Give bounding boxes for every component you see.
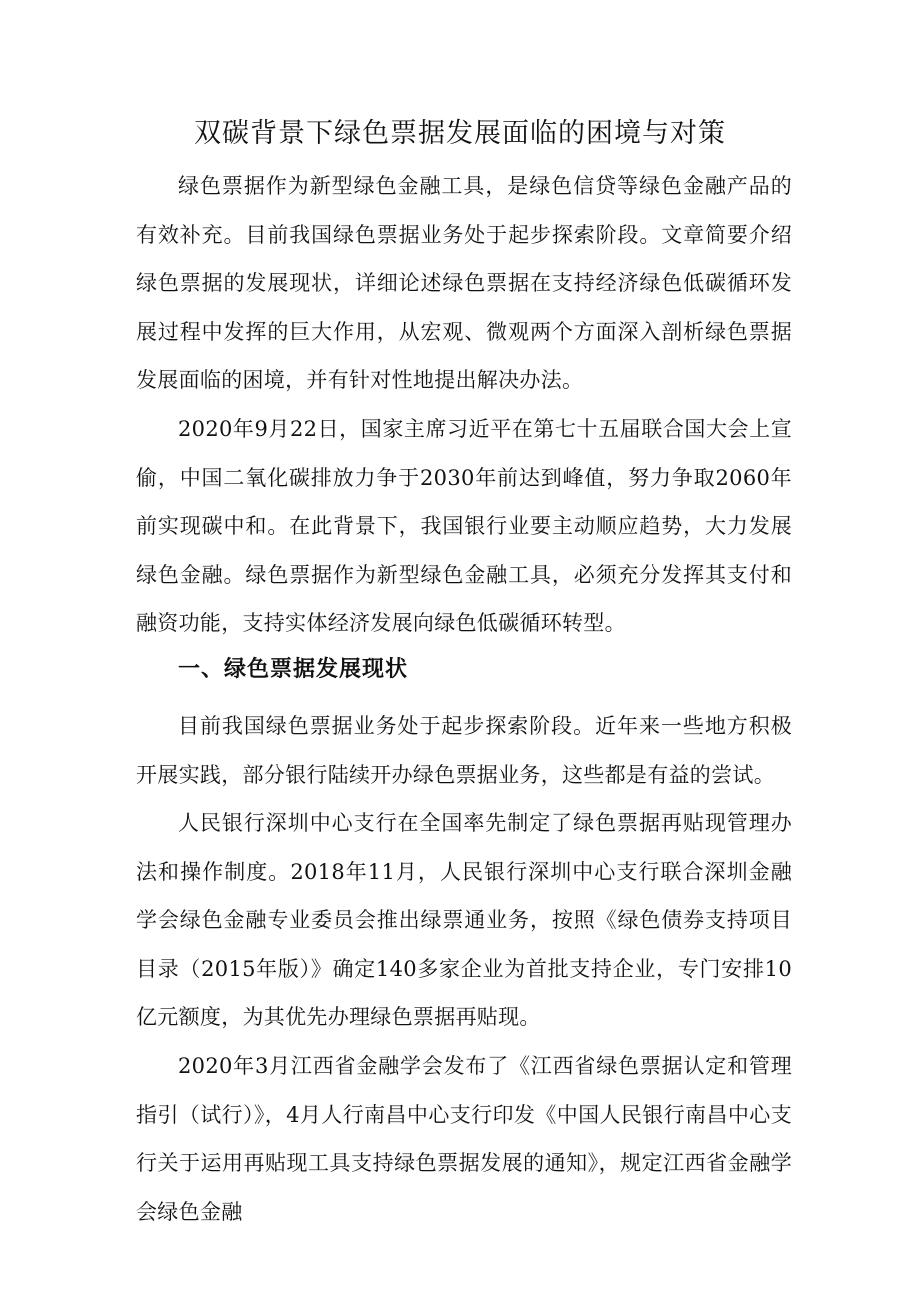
status-intro-paragraph: 目前我国绿色票据业务处于起步探索阶段。近年来一些地方积极开展实践，部分银行陆续开办绿色票据业务，这些都是有益的尝试。 [136, 714, 792, 787]
document-title: 双碳背景下绿色票据发展面临的困境与对策 [194, 118, 726, 149]
section-heading: 一、绿色票据发展现状 [178, 657, 409, 682]
shenzhen-paragraph: 人民银行深圳中心支行在全国率先制定了绿色票据再贴现管理办法和操作制度。2018年11月，人民银行深圳中心支行联合深圳金融学会绿色金融专业委员会推出绿票通业务，按照《绿色债券支持项目目录（2015年版）》确定140多家企业为首批支持企业，专门安排10亿元额度，为其优先办理绿色票据再贴现。 [136, 811, 792, 1029]
background-paragraph: 2020年9月22日，国家主席习近平在第七十五届联合国大会上宣偷，中国二氧化碳排放力争于2030年前达到峰值，努力争取2060年前实现碳中和。在此背景下，我国银行业要主动顺应趋势，大力发展绿色金融。绿色票据作为新型绿色金融工具，必须充分发挥其支付和融资功能，支持实体经济发展向绿色低碳循环转型。 [136, 417, 792, 635]
abstract-paragraph: 绿色票据作为新型绿色金融工具，是绿色信贷等绿色金融产品的有效补充。目前我国绿色票据业务处于起步探索阶段。文章简要介绍绿色票据的发展现状，详细论述绿色票据在支持经济绿色低碳循环发展过程中发挥的巨大作用，从宏观、微观两个方面深入剖析绿色票据发展面临的困境，并有针对性地提出解决办法。 [136, 174, 792, 392]
jiangxi-paragraph: 2020年3月江西省金融学会发布了《江西省绿色票据认定和管理指引（试行）》，4月人行南昌中心支行印发《中国人民银行南昌中心支行关于运用再贴现工具支持绿色票据发展的通知》，规定江西省金融学会绿色金融 [136, 1054, 792, 1224]
